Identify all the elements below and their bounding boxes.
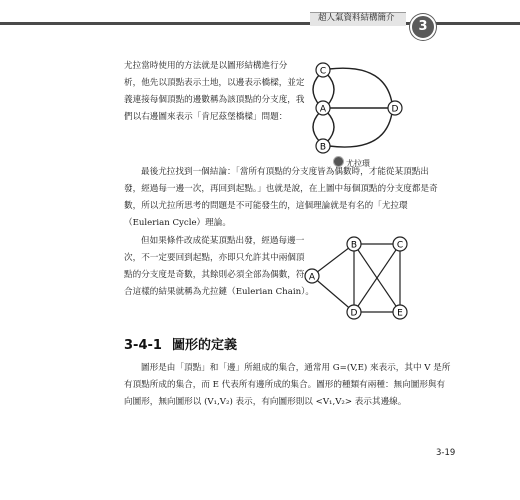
- node-d: [388, 101, 402, 115]
- edge-c-a-left: [313, 74, 320, 106]
- node-a: [305, 269, 319, 283]
- euler-chain-diagram: [300, 232, 420, 324]
- chapter-number: 3: [418, 19, 428, 34]
- text-line: 合這樣的結果就稱為尤拉鏈（Eulerian Chain）。: [124, 287, 315, 297]
- edge-a-d: [312, 276, 354, 312]
- text-line: 發，經過每一邊一次，再回到起點。」也就是說，在上圖中每個頂點的分支度都是奇: [124, 184, 438, 194]
- node-a: [316, 101, 330, 115]
- figure-caption-text: 尤拉環: [346, 159, 370, 168]
- node-c: [393, 237, 407, 251]
- chapter-badge: [410, 14, 436, 40]
- edge-a-b-right: [327, 112, 334, 142]
- svg-text:A: A: [308, 272, 316, 283]
- paragraph-graph-definition: [124, 360, 450, 411]
- text-line: 次，不一定要回到起點，亦即只允許其中兩個頂: [124, 253, 305, 263]
- svg-text:A: A: [319, 104, 327, 115]
- text-line: 點的分支度是奇數，其餘則必須全部為偶數，符: [124, 270, 305, 280]
- text-line: 但如果條件改成從某頂點出發，經過每邊一: [141, 236, 305, 246]
- text-line: 尤拉當時使用的方法就是以圖形結構進行分: [124, 61, 288, 71]
- section-heading: [124, 334, 237, 353]
- svg-text:D: D: [350, 308, 358, 319]
- edge-c-d: [329, 68, 392, 103]
- edge-b-d: [329, 113, 392, 147]
- text-line: 圖形是由「頂點」和「邊」所組成的集合，通常用 G=(V,E) 來表示，其中 V 是所: [141, 363, 451, 373]
- node-c: [316, 63, 330, 77]
- header-rule: [0, 22, 520, 25]
- text-line: 數，所以尤拉所思考的問題是不可能發生的，這個理論就是有名的「尤拉環: [124, 201, 408, 211]
- text-line: （Eulerian Cycle）理論。: [124, 218, 231, 228]
- paragraph-euler-cycle: [124, 164, 438, 232]
- section-number: 3-4-1: [124, 338, 162, 353]
- header-title: 超人氣資料結構簡介: [318, 13, 395, 23]
- svg-text:C: C: [396, 240, 404, 251]
- node-d: [347, 305, 361, 319]
- svg-text:C: C: [319, 66, 327, 77]
- svg-text:B: B: [350, 240, 358, 251]
- text-line: 向圖形，無向圖形以 (V₁,V₂) 表示，有向圖形則以 <V₁,V₂> 表示其邊線。: [124, 397, 407, 407]
- text-line: 們以右邊圖來表示「肯尼茲堡橋樑」問題：: [124, 112, 288, 122]
- text-line: 有頂點所成的集合，而 E 代表所有邊所成的集合。圖形的種類有兩種：無向圖形與有: [124, 380, 446, 390]
- node-e: [393, 305, 407, 319]
- svg-text:D: D: [391, 104, 399, 115]
- node-b: [347, 237, 361, 251]
- edge-c-a-right: [327, 74, 334, 106]
- paragraph-euler-chain: [124, 233, 314, 301]
- node-b: [316, 139, 330, 153]
- euler-cycle-diagram: [300, 55, 420, 155]
- edge-b-a: [312, 244, 354, 276]
- text-line: 最後尤拉找到一個結論：「當所有頂點的分支度皆為偶數時，才能從某頂點出: [141, 167, 429, 177]
- text-line: 義連接每個頂點的邊數稱為該頂點的分支度，我: [124, 95, 305, 105]
- page-number: 3-19: [436, 448, 456, 458]
- page-header: [0, 0, 520, 40]
- svg-text:E: E: [397, 308, 403, 319]
- edge-a-b-left: [313, 112, 320, 142]
- paragraph-intro: [124, 58, 304, 126]
- text-line: 析，他先以頂點表示土地，以邊表示橋樑，並定: [124, 78, 305, 88]
- svg-text:B: B: [319, 142, 327, 153]
- section-title-text: 圖形的定義: [171, 338, 237, 353]
